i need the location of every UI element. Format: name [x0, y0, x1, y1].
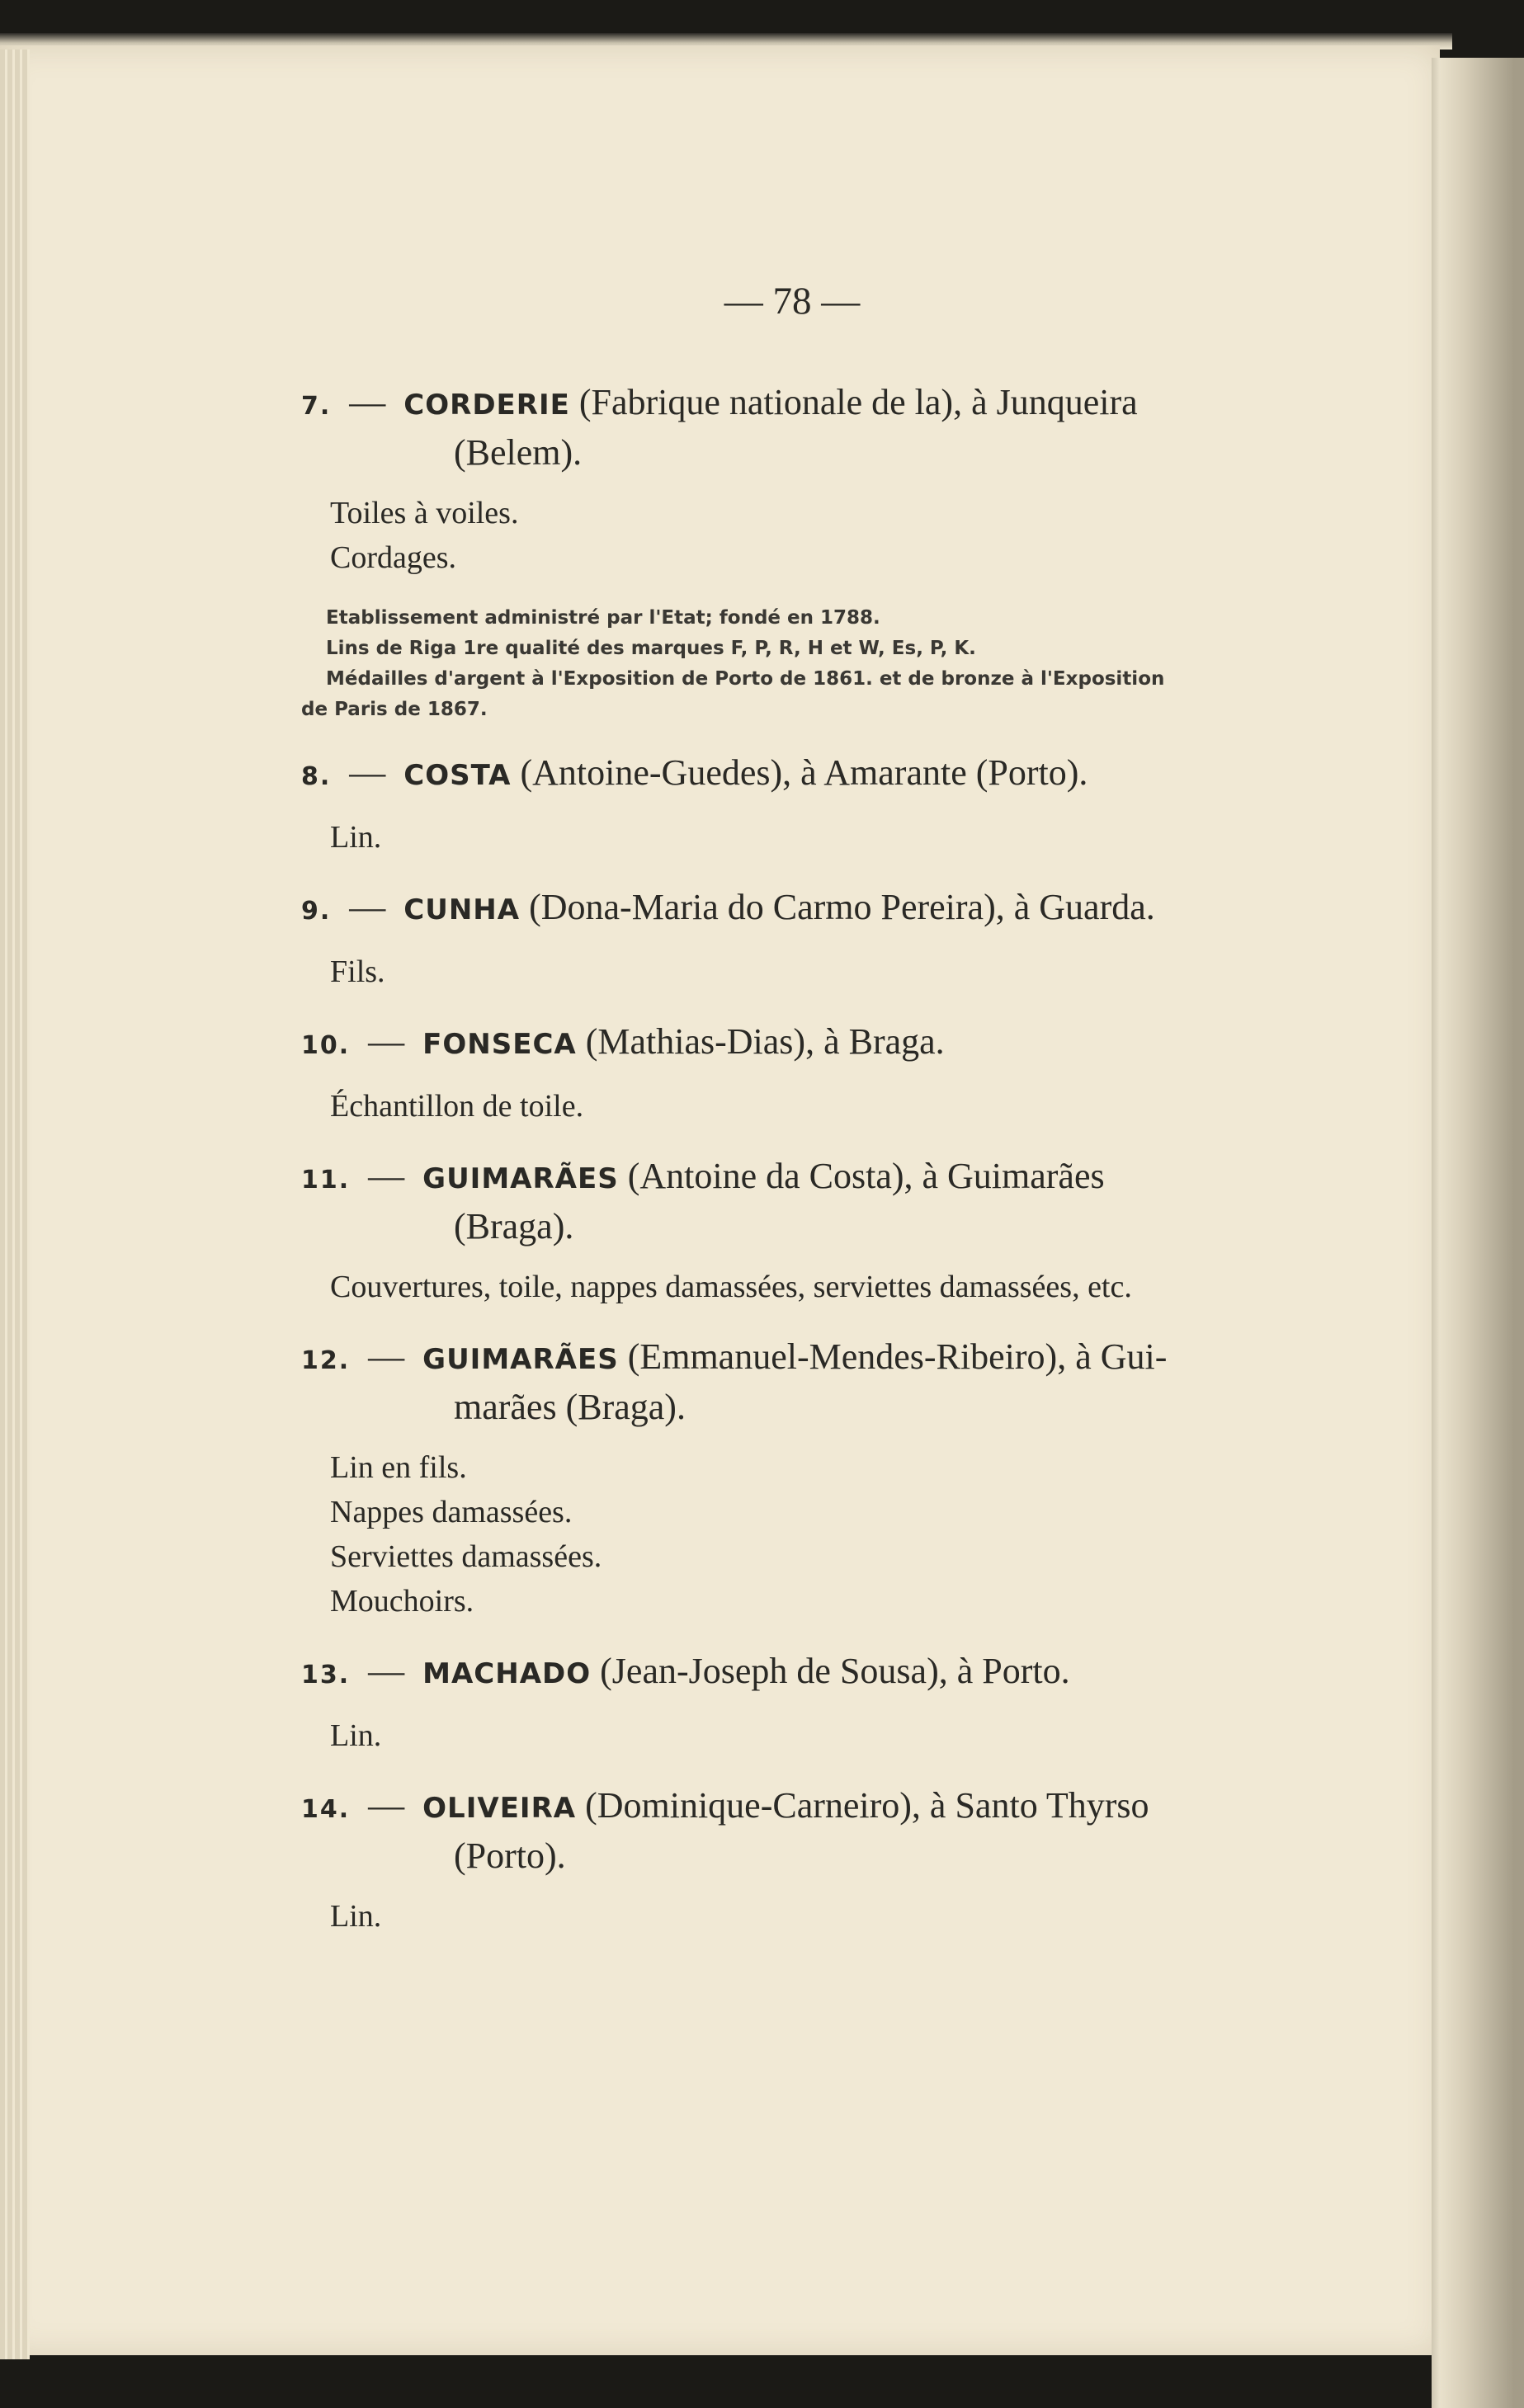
entry-continuation: (Porto). — [454, 1835, 566, 1876]
entry-heading — [301, 1153, 1300, 1204]
entry-dash: — — [368, 1336, 405, 1377]
entry-continuation: (Belem). — [454, 432, 583, 473]
entry-number: 10. — [301, 1031, 351, 1060]
entry-name: MACHADO — [422, 1657, 592, 1690]
entry-items — [301, 950, 1300, 994]
entry-heading — [301, 1334, 1300, 1384]
entry-heading — [301, 1648, 1300, 1699]
entry-name: GUIMARÃES — [422, 1162, 619, 1195]
item: Toiles à voiles. — [330, 496, 519, 530]
entry-details: (Dominique-Carneiro), à Santo Thyrso — [585, 1785, 1149, 1826]
entry-8 — [301, 750, 1300, 860]
entry-items — [301, 1445, 1300, 1623]
entry-items — [301, 1084, 1300, 1129]
item: Couvertures, toile, nappes damassées, serviettes damassées, etc. — [330, 1270, 1132, 1304]
entry-details: (Fabrique nationale de la), à Junqueira — [578, 382, 1138, 422]
entry-number: 13. — [301, 1661, 351, 1689]
entry-number: 8. — [301, 762, 332, 791]
item: Lin. — [330, 1718, 382, 1753]
note-line: Médailles d'argent à l'Exposition de Porto de 1861. et de bronze à l'Exposition — [326, 668, 1165, 690]
entry-items — [301, 1713, 1300, 1758]
page-stack-left — [0, 49, 30, 2359]
entry-items — [301, 1265, 1300, 1309]
page-number: — 78 — — [724, 280, 861, 323]
entry-name: GUIMARÃES — [422, 1343, 619, 1376]
entry-continuation: marães (Braga). — [454, 1387, 686, 1427]
entry-heading — [301, 884, 1300, 935]
entry-11 — [301, 1153, 1300, 1309]
entry-number: 12. — [301, 1346, 351, 1375]
item: Cordages. — [330, 540, 457, 575]
entry-name: CORDERIE — [403, 389, 570, 422]
entry-dash: — — [349, 382, 386, 422]
item: Lin. — [330, 1899, 382, 1934]
entry-7 — [301, 379, 1300, 725]
entry-name: OLIVEIRA — [422, 1792, 577, 1825]
entry-dash: — — [349, 752, 386, 793]
entry-heading — [301, 1783, 1300, 1833]
item: Lin en fils. — [330, 1450, 467, 1485]
entry-heading — [301, 379, 1300, 430]
entry-heading — [301, 750, 1300, 800]
entry-details: (Antoine da Costa), à Guimarães — [627, 1156, 1105, 1196]
entry-9 — [301, 884, 1300, 994]
entry-details: (Jean-Joseph de Sousa), à Porto. — [600, 1651, 1070, 1691]
entry-details: (Dona-Maria do Carmo Pereira), à Guarda. — [529, 887, 1155, 927]
item: Lin. — [330, 820, 382, 855]
page-edge-right — [1432, 58, 1524, 2408]
entry-12 — [301, 1334, 1300, 1623]
entry-details: (Mathias-Dias), à Braga. — [585, 1021, 945, 1062]
item: Mouchoirs. — [330, 1584, 474, 1619]
entry-list — [301, 379, 1300, 1963]
note-line: Etablissement administré par l'Etat; fondé en 1788. — [326, 607, 880, 629]
entry-dash: — — [368, 1785, 405, 1826]
entry-number: 7. — [301, 392, 332, 421]
entry-14 — [301, 1783, 1300, 1939]
entry-items — [301, 815, 1300, 860]
item: Fils. — [330, 954, 385, 989]
entry-continuation: (Braga). — [454, 1206, 574, 1246]
entry-details: (Antoine-Guedes), à Amarante (Porto). — [520, 752, 1088, 793]
entry-dash: — — [368, 1651, 405, 1691]
entry-number: 9. — [301, 897, 332, 926]
entry-number: 11. — [301, 1166, 351, 1195]
entry-heading — [301, 1019, 1300, 1069]
entry-name: COSTA — [403, 759, 512, 792]
entry-items — [301, 1894, 1300, 1939]
entry-number: 14. — [301, 1795, 351, 1824]
entry-10 — [301, 1019, 1300, 1129]
entry-dash: — — [368, 1021, 405, 1062]
entry-dash: — — [368, 1156, 405, 1196]
item: Échantillon de toile. — [330, 1089, 584, 1124]
note-line: Lins de Riga 1re qualité des marques F, P, R, H et W, Es, P, K. — [326, 638, 976, 659]
entry-items — [301, 491, 1300, 580]
entry-13 — [301, 1648, 1300, 1758]
entry-name: CUNHA — [403, 893, 521, 926]
entry-dash: — — [349, 887, 386, 927]
entry-details: (Emmanuel-Mendes-Ribeiro), à Gui- — [627, 1336, 1168, 1377]
item: Serviettes damassées. — [330, 1539, 602, 1574]
item: Nappes damassées. — [330, 1495, 573, 1529]
note-line: de Paris de 1867. — [301, 699, 488, 720]
entry-name: FONSECA — [422, 1028, 577, 1061]
entry-notes — [301, 603, 1300, 725]
